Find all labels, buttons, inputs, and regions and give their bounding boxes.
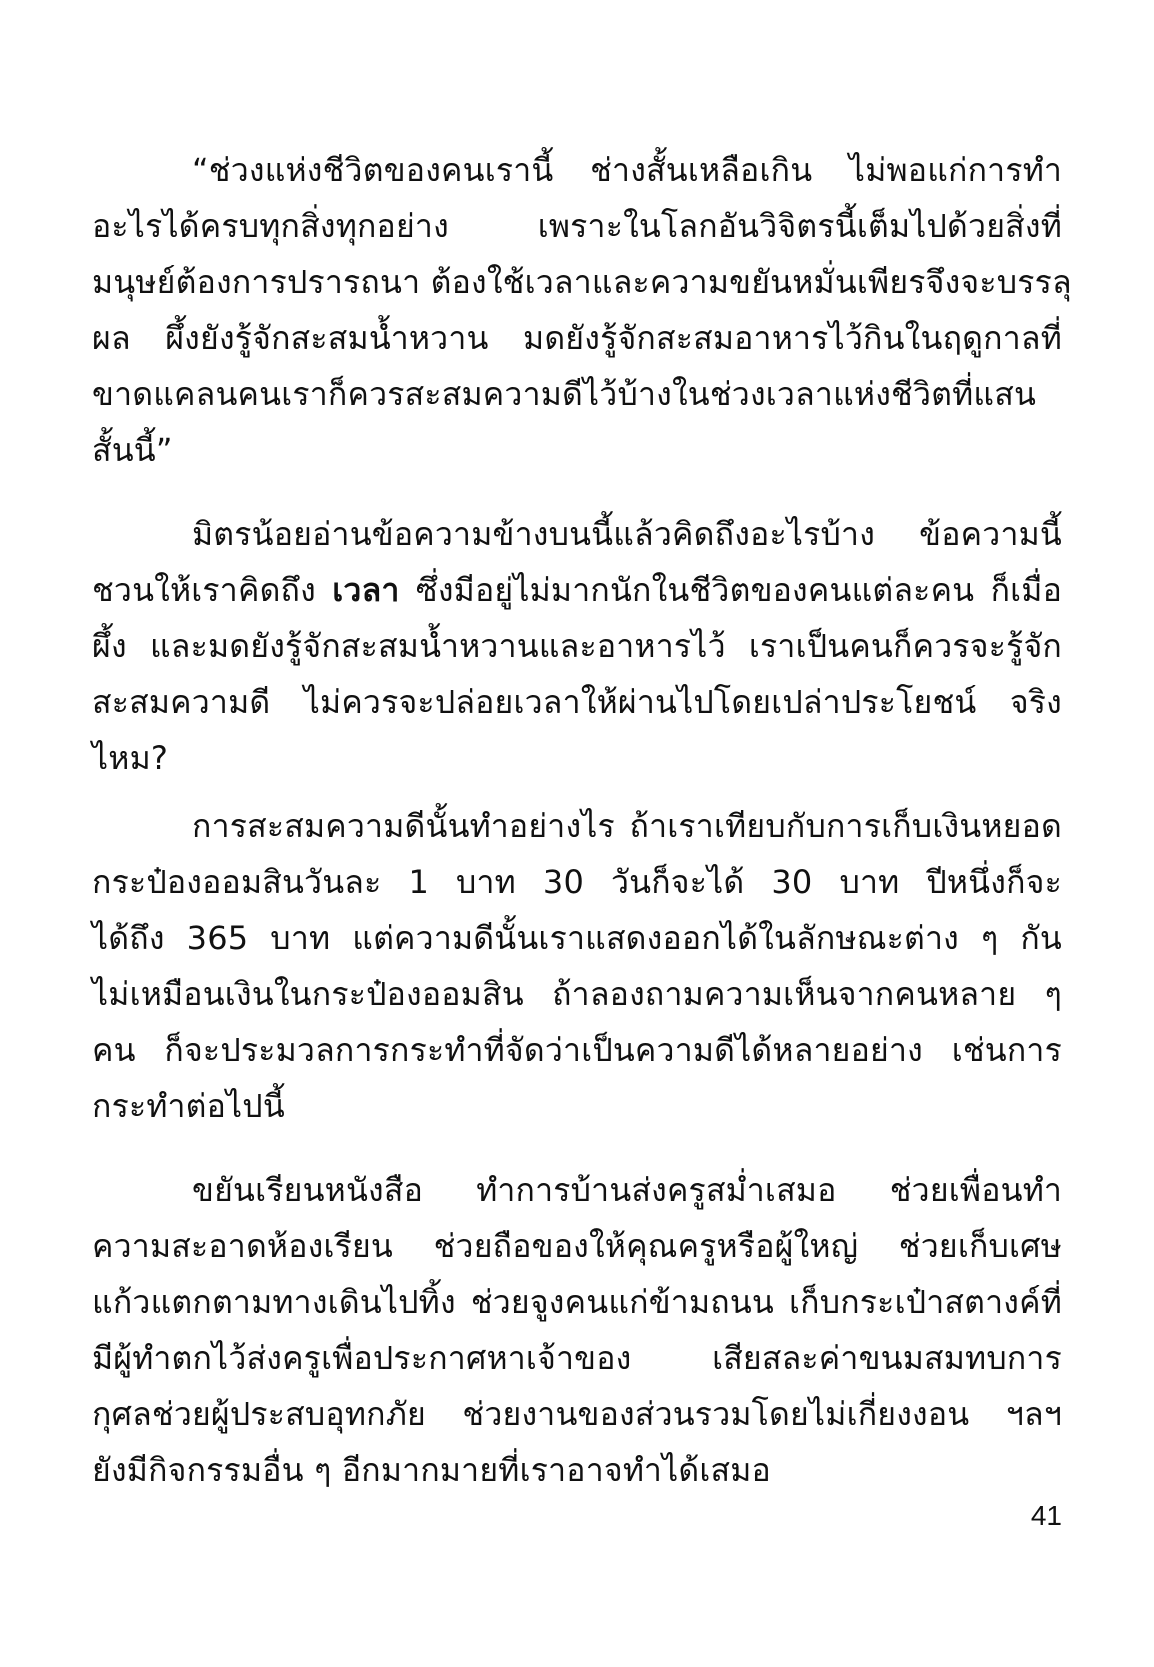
text-line: ยังมีกิจกรรมอื่น ๆ อีกมากมายที่เราอาจทำได้เสมอ [92,1451,771,1489]
paragraph-quote [92,142,1072,478]
text-line: คน ก็จะประมวลการกระทำที่จัดว่าเป็นความดีได้หลายอย่าง เช่นการ [92,1031,1062,1069]
text-line: ขาดแคลนคนเราก็ควรสะสมความดีไว้บ้างในช่วงเวลาแห่งชีวิตที่แสน [92,375,1037,413]
text-segment: ซึ่งมีอยู่ไม่มากนักในชีวิตของคนแต่ละคน ก็เมื่อ [399,571,1062,609]
text-line: กระทำต่อไปนี้ [92,1087,285,1125]
text-line: กุศลช่วยผู้ประสบอุทกภัย ช่วยงานของส่วนรวมโดยไม่เกี่ยงงอน ฯลฯ [92,1395,1062,1433]
text-line: ไหม? [92,739,169,777]
text-line: การสะสมความดีนั้นทำอย่างไร ถ้าเราเทียบกับการเก็บเงินหยอด [192,807,1062,845]
text-line: ผล ผึ้งยังรู้จักสะสมน้ำหวาน มดยังรู้จักสะสมอาหารไว้กินในฤดูกาลที่ [92,319,1062,357]
text-segment: ชวนให้เราคิดถึง [92,571,333,609]
paragraph-time [92,506,1062,786]
text-line: อะไรได้ครบทุกสิ่งทุกอย่าง เพราะในโลกอันวิจิตรนี้เต็มไปด้วยสิ่งที่ [92,207,1062,245]
paragraph-gap [92,786,1062,798]
text-line: ความสะอาดห้องเรียน ช่วยถือของให้คุณครูหรือผู้ใหญ่ ช่วยเก็บเศษ [92,1227,1062,1265]
emphasis-word-time: เวลา [332,571,400,609]
text-line: สั้นนี้” [92,431,173,469]
paragraph-saving [92,798,1062,1134]
paragraph-gap [92,478,1062,506]
text-line: มนุษย์ต้องการปรารถนา ต้องใช้เวลาและความขยันหมั่นเพียรจึงจะบรรลุ [92,263,1072,301]
text-line: สะสมความดี ไม่ควรจะปล่อยเวลาให้ผ่านไปโดยเปล่าประโยชน์ จริง [92,683,1062,721]
text-line: “ช่วงแห่งชีวิตของคนเรานี้ ช่างสั้นเหลือเกิน ไม่พอแก่การทำ [192,151,1062,189]
text-line: ผึ้ง และมดยังรู้จักสะสมน้ำหวานและอาหารไว้ เราเป็นคนก็ควรจะรู้จัก [92,627,1062,665]
text-line: ขยันเรียนหนังสือ ทำการบ้านส่งครูสม่ำเสมอ ช่วยเพื่อนทำ [192,1171,1062,1209]
text-line: ได้ถึง 365 บาท แต่ความดีนั้นเราแสดงออกได้ในลักษณะต่าง ๆ กัน [92,919,1062,957]
paragraph-gap [92,1134,1062,1162]
text-line: ไม่เหมือนเงินในกระป๋องออมสิน ถ้าลองถามความเห็นจากคนหลาย ๆ [92,975,1062,1013]
text-line [92,562,1062,618]
paragraph-activities [92,1162,1062,1498]
page-number: 41 [1030,1500,1062,1531]
text-line: มิตรน้อยอ่านข้อความข้างบนนี้แล้วคิดถึงอะไรบ้าง ข้อความนี้ [192,515,1062,553]
text-line: มีผู้ทำตกไว้ส่งครูเพื่อประกาศหาเจ้าของ เสียสละค่าขนมสมทบการ [92,1339,1062,1377]
text-line: กระป๋องออมสินวันละ 1 บาท 30 วันก็จะได้ 30 บาท ปีหนึ่งก็จะ [92,863,1062,901]
page-body [92,142,1072,1498]
text-line: แก้วแตกตามทางเดินไปทิ้ง ช่วยจูงคนแก่ข้ามถนน เก็บกระเป๋าสตางค์ที่ [92,1283,1062,1321]
